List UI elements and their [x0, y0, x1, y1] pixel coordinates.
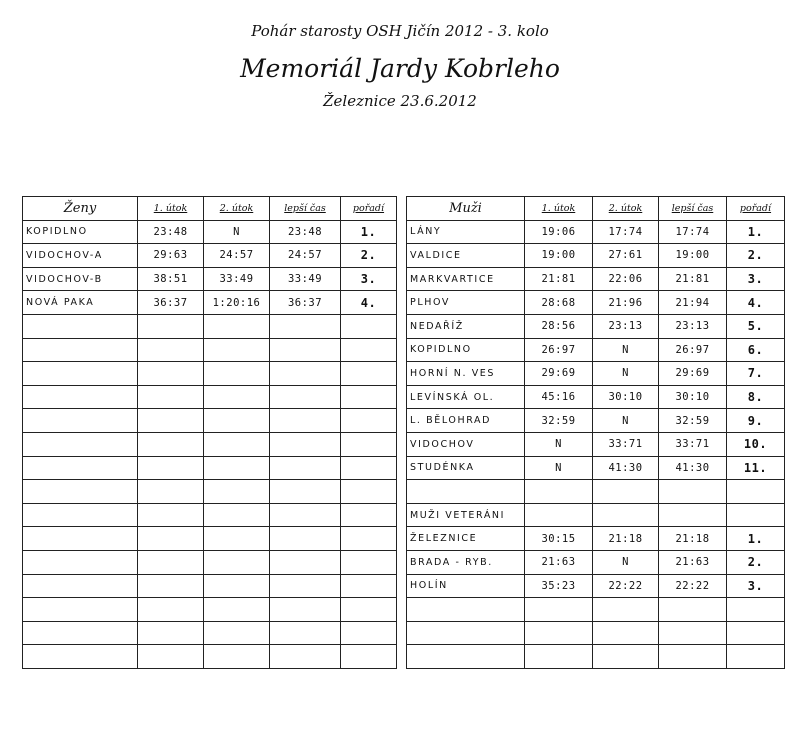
rank [341, 432, 397, 456]
team-name: KOPIDLNO [407, 338, 525, 362]
best-time [270, 362, 341, 386]
second-attempt-time [204, 550, 270, 574]
women-results-table [22, 196, 397, 669]
table-row [407, 314, 785, 338]
best-time: 26:97 [659, 338, 727, 362]
table-row [23, 220, 397, 244]
first-attempt-time: 26:97 [525, 338, 593, 362]
first-attempt-time: N [525, 432, 593, 456]
team-name [23, 362, 138, 386]
team-name [407, 480, 525, 504]
first-attempt-time [525, 480, 593, 504]
best-time [270, 338, 341, 362]
team-name [23, 338, 138, 362]
team-name: HOLÍN [407, 574, 525, 598]
table-row [407, 244, 785, 268]
second-attempt-time [204, 314, 270, 338]
table-row [407, 574, 785, 598]
best-time [270, 480, 341, 504]
rank: 1. [341, 220, 397, 244]
second-attempt-time: N [204, 220, 270, 244]
team-name: LEVÍNSKÁ OL. [407, 385, 525, 409]
second-attempt-time [593, 480, 659, 504]
best-time: 21:81 [659, 267, 727, 291]
table-row [407, 432, 785, 456]
table-row [23, 362, 397, 386]
rank: 4. [341, 291, 397, 315]
second-attempt-time [204, 338, 270, 362]
first-attempt-time [138, 338, 204, 362]
header-venue-date: Železnice 23.6.2012 [323, 92, 477, 110]
team-name [23, 432, 138, 456]
best-time: 36:37 [270, 291, 341, 315]
second-attempt-time [204, 456, 270, 480]
rank: 2. [727, 244, 785, 268]
rank: 1. [727, 527, 785, 551]
first-attempt-time [525, 645, 593, 669]
first-attempt-time [525, 598, 593, 622]
best-time: 29:69 [659, 362, 727, 386]
best-time: 24:57 [270, 244, 341, 268]
first-attempt-time [138, 362, 204, 386]
rank: 10. [727, 432, 785, 456]
table-row [23, 385, 397, 409]
second-attempt-time: N [593, 338, 659, 362]
team-name: MUŽI VETERÁNI [407, 503, 525, 527]
rank [341, 480, 397, 504]
first-attempt-time [138, 503, 204, 527]
team-name: HORNÍ N. VES [407, 362, 525, 386]
rank: 5. [727, 314, 785, 338]
second-attempt-time [204, 503, 270, 527]
best-time: 19:00 [659, 244, 727, 268]
best-time: 33:49 [270, 267, 341, 291]
rank [341, 527, 397, 551]
best-time: 30:10 [659, 385, 727, 409]
second-attempt-time [204, 409, 270, 433]
team-name: BRADA - RYB. [407, 550, 525, 574]
second-attempt-time [593, 598, 659, 622]
best-time: 32:59 [659, 409, 727, 433]
best-time [270, 645, 341, 669]
first-attempt-time [138, 621, 204, 645]
table-row [23, 314, 397, 338]
best-time: 23:48 [270, 220, 341, 244]
first-attempt-time [138, 314, 204, 338]
best-time: 22:22 [659, 574, 727, 598]
rank: 7. [727, 362, 785, 386]
second-attempt-time [204, 527, 270, 551]
table-row [407, 550, 785, 574]
table-row [23, 645, 397, 669]
rank: 3. [727, 267, 785, 291]
second-attempt-time [593, 503, 659, 527]
best-time [659, 503, 727, 527]
best-time: 21:94 [659, 291, 727, 315]
header-memorial-title: Memoriál Jardy Kobrleho [240, 54, 560, 83]
first-attempt-time [138, 432, 204, 456]
table-row [407, 220, 785, 244]
first-attempt-time [138, 527, 204, 551]
first-attempt-time [138, 409, 204, 433]
team-name: STUDÉNKA [407, 456, 525, 480]
team-name [407, 645, 525, 669]
team-name: VIDOCHOV [407, 432, 525, 456]
men-header-row [407, 197, 785, 221]
team-name [23, 598, 138, 622]
second-attempt-time: 22:06 [593, 267, 659, 291]
table-row [23, 338, 397, 362]
second-attempt-time: 24:57 [204, 244, 270, 268]
second-attempt-time [204, 621, 270, 645]
col-first-attempt: 1. útok [525, 197, 593, 221]
team-name [23, 314, 138, 338]
table-row [407, 409, 785, 433]
rank [341, 314, 397, 338]
table-row [407, 527, 785, 551]
second-attempt-time [204, 598, 270, 622]
rank: 11. [727, 456, 785, 480]
men-group-heading: Muži [407, 197, 525, 221]
table-row [23, 527, 397, 551]
team-name: KOPIDLNO [23, 220, 138, 244]
table-row [407, 338, 785, 362]
second-attempt-time: 41:30 [593, 456, 659, 480]
team-name: VIDOCHOV-B [23, 267, 138, 291]
table-row [23, 598, 397, 622]
first-attempt-time: 19:00 [525, 244, 593, 268]
team-name: ŽELEZNICE [407, 527, 525, 551]
team-name [23, 574, 138, 598]
first-attempt-time: 36:37 [138, 291, 204, 315]
first-attempt-time: 23:48 [138, 220, 204, 244]
team-name: NOVÁ PAKA [23, 291, 138, 315]
team-name: LÁNY [407, 220, 525, 244]
team-name [407, 621, 525, 645]
second-attempt-time: 1:20:16 [204, 291, 270, 315]
table-row [407, 362, 785, 386]
table-row [23, 267, 397, 291]
first-attempt-time: 28:68 [525, 291, 593, 315]
best-time [659, 645, 727, 669]
second-attempt-time: N [593, 362, 659, 386]
second-attempt-time: N [593, 550, 659, 574]
rank: 2. [341, 244, 397, 268]
second-attempt-time: 33:71 [593, 432, 659, 456]
first-attempt-time [138, 645, 204, 669]
first-attempt-time [138, 480, 204, 504]
table-row [407, 456, 785, 480]
best-time: 21:18 [659, 527, 727, 551]
rank: 3. [727, 574, 785, 598]
second-attempt-time [204, 432, 270, 456]
col-second-attempt: 2. útok [204, 197, 270, 221]
team-name [23, 480, 138, 504]
second-attempt-time: 27:61 [593, 244, 659, 268]
first-attempt-time [138, 456, 204, 480]
second-attempt-time [204, 385, 270, 409]
team-name [23, 550, 138, 574]
rank [341, 338, 397, 362]
second-attempt-time [204, 480, 270, 504]
table-row [407, 480, 785, 504]
second-attempt-time: 30:10 [593, 385, 659, 409]
table-row [23, 244, 397, 268]
second-attempt-time [204, 645, 270, 669]
table-row [23, 574, 397, 598]
team-name: NEDAŘÍŽ [407, 314, 525, 338]
table-row [407, 621, 785, 645]
table-row [407, 503, 785, 527]
second-attempt-time: 17:74 [593, 220, 659, 244]
col-second-attempt: 2. útok [593, 197, 659, 221]
team-name [23, 527, 138, 551]
first-attempt-time [525, 621, 593, 645]
col-best-time: lepší čas [270, 197, 341, 221]
best-time [270, 456, 341, 480]
first-attempt-time: 45:16 [525, 385, 593, 409]
first-attempt-time [525, 503, 593, 527]
table-row [407, 385, 785, 409]
second-attempt-time [593, 621, 659, 645]
team-name [23, 645, 138, 669]
rank: 4. [727, 291, 785, 315]
rank [727, 480, 785, 504]
first-attempt-time: N [525, 456, 593, 480]
rank [341, 503, 397, 527]
team-name: VIDOCHOV-A [23, 244, 138, 268]
table-row [407, 267, 785, 291]
col-rank: pořadí [341, 197, 397, 221]
rank [341, 362, 397, 386]
table-row [23, 503, 397, 527]
rank [341, 645, 397, 669]
first-attempt-time [138, 385, 204, 409]
best-time [270, 621, 341, 645]
table-row [23, 291, 397, 315]
first-attempt-time: 29:69 [525, 362, 593, 386]
first-attempt-time: 21:81 [525, 267, 593, 291]
table-row [23, 480, 397, 504]
team-name: L. BĚLOHRAD [407, 409, 525, 433]
team-name [23, 409, 138, 433]
second-attempt-time: 21:96 [593, 291, 659, 315]
first-attempt-time: 38:51 [138, 267, 204, 291]
men-results-table [406, 196, 785, 669]
table-row [407, 598, 785, 622]
rank [341, 621, 397, 645]
second-attempt-time: 21:18 [593, 527, 659, 551]
first-attempt-time: 28:56 [525, 314, 593, 338]
rank: 8. [727, 385, 785, 409]
first-attempt-time: 30:15 [525, 527, 593, 551]
second-attempt-time [593, 645, 659, 669]
first-attempt-time: 32:59 [525, 409, 593, 433]
team-name [23, 621, 138, 645]
team-name [407, 598, 525, 622]
rank [727, 645, 785, 669]
best-time [270, 527, 341, 551]
table-row [23, 621, 397, 645]
rank: 9. [727, 409, 785, 433]
header-competition-title: Pohár starosty OSH Jičín 2012 - 3. kolo [251, 22, 549, 40]
second-attempt-time [204, 574, 270, 598]
best-time: 21:63 [659, 550, 727, 574]
first-attempt-time: 19:06 [525, 220, 593, 244]
first-attempt-time: 21:63 [525, 550, 593, 574]
first-attempt-time: 35:23 [525, 574, 593, 598]
team-name [23, 456, 138, 480]
best-time [659, 598, 727, 622]
table-row [407, 645, 785, 669]
rank [727, 621, 785, 645]
women-header-row [23, 197, 397, 221]
best-time [270, 432, 341, 456]
rank [341, 574, 397, 598]
first-attempt-time [138, 574, 204, 598]
rank [341, 550, 397, 574]
women-group-heading: Ženy [23, 197, 138, 221]
col-best-time: lepší čas [659, 197, 727, 221]
rank [341, 598, 397, 622]
table-row [23, 550, 397, 574]
rank [727, 503, 785, 527]
rank: 1. [727, 220, 785, 244]
first-attempt-time [138, 598, 204, 622]
second-attempt-time: 23:13 [593, 314, 659, 338]
table-row [407, 291, 785, 315]
second-attempt-time: 22:22 [593, 574, 659, 598]
table-row [23, 456, 397, 480]
first-attempt-time: 29:63 [138, 244, 204, 268]
rank [341, 409, 397, 433]
second-attempt-time [204, 362, 270, 386]
team-name [23, 503, 138, 527]
best-time [270, 574, 341, 598]
best-time [270, 598, 341, 622]
best-time [270, 550, 341, 574]
best-time: 17:74 [659, 220, 727, 244]
first-attempt-time [138, 550, 204, 574]
best-time [659, 621, 727, 645]
team-name: VALDICE [407, 244, 525, 268]
team-name [23, 385, 138, 409]
best-time: 41:30 [659, 456, 727, 480]
second-attempt-time: 33:49 [204, 267, 270, 291]
rank [341, 385, 397, 409]
best-time [270, 314, 341, 338]
rank [341, 456, 397, 480]
table-row [23, 432, 397, 456]
rank: 3. [341, 267, 397, 291]
rank [727, 598, 785, 622]
team-name: MARKVARTICE [407, 267, 525, 291]
col-rank: pořadí [727, 197, 785, 221]
best-time [270, 503, 341, 527]
best-time [659, 480, 727, 504]
rank: 2. [727, 550, 785, 574]
best-time [270, 409, 341, 433]
col-first-attempt: 1. útok [138, 197, 204, 221]
table-row [23, 409, 397, 433]
best-time [270, 385, 341, 409]
rank: 6. [727, 338, 785, 362]
best-time: 33:71 [659, 432, 727, 456]
best-time: 23:13 [659, 314, 727, 338]
team-name: PLHOV [407, 291, 525, 315]
second-attempt-time: N [593, 409, 659, 433]
